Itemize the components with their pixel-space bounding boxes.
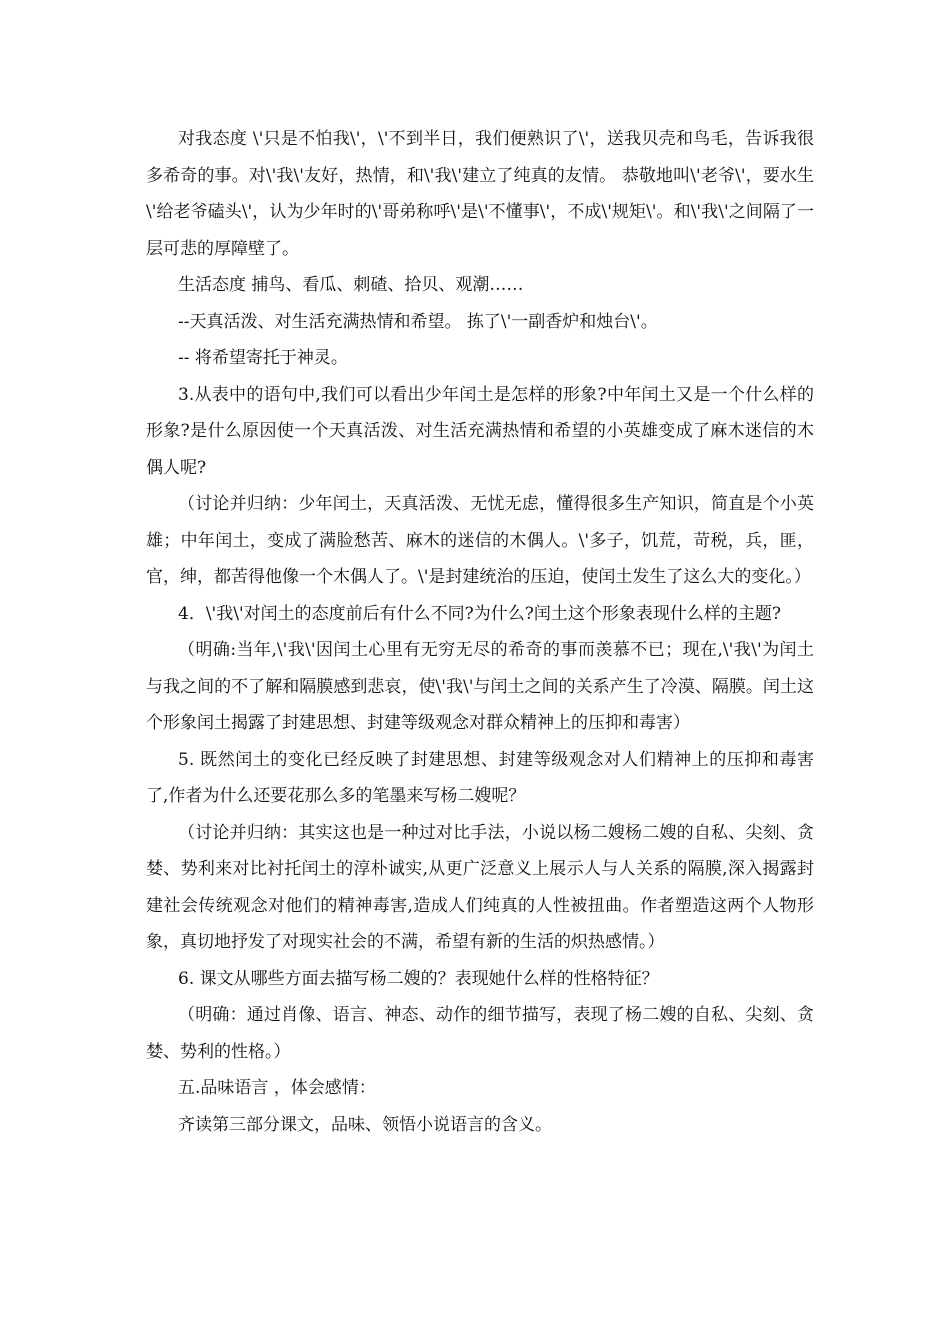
answer-3: （讨论并归纳：少年闰土，天真活泼、无忧无虑，懂得很多生产知识，简直是个小英雄；中年闰土，变成了满脸愁苦、麻木的迷信的木偶人。\'多子，饥荒，苛税，兵，匪，官，绅，都苦得他像一个木偶人了。\'是封建统治的压迫，使闰土发生了这么大的变化。） xyxy=(146,494,814,587)
question-6: 6. 课文从哪些方面去描写杨二嫂的？表现她什么样的性格特征？ xyxy=(178,968,659,989)
question-5: 5. 既然闰土的变化已经反映了封建思想、封建等级观念对人们精神上的压抑和毒害了,作者为什么还要花那么多的笔墨来写杨二嫂呢？ xyxy=(146,749,814,806)
answer-5: （讨论并归纳：其实这也是一种过对比手法，小说以杨二嫂杨二嫂的自私、尖刻、贪婪、势利来对比衬托闰土的淳朴诚实,从更广泛意义上展示人与人关系的隔膜,深入揭露封建社会传统观念对他们的精神毒害,造成人们纯真的人性被扭曲。作者塑造这两个人物形象，真切地抒发了对现实社会的不满，希望有新的生活的炽热感情。） xyxy=(146,822,814,952)
paragraph-hope-in-gods: -- 将希望寄托于神灵。 xyxy=(178,348,348,368)
paragraph-attitude-comparison: 对我态度 \'只是不怕我\'，\'不到半日，我们便熟识了\'，送我贝壳和鸟毛，告诉我很多希奇的事。对\'我\'友好，热情，和\'我\'建立了纯真的友情。 恭敬地叫\'老爷\'，要水生\'给老爷磕头\'，认为少年时的\'哥弟称呼\'是\'不懂事\'，不成\'规矩\'。和\'我\'之间隔了一层可悲的厚障壁了。 xyxy=(146,129,814,259)
paragraph-youth-summary: --天真活泼、对生活充满热情和希望。 拣了\'一副香炉和烛台\'。 xyxy=(178,311,658,332)
question-4: 4．\'我\'对闰土的态度前后有什么不同?为什么?闰土这个形象表现什么样的主题? xyxy=(178,603,781,624)
question-3: 3.从表中的语句中,我们可以看出少年闰土是怎样的形象?中年闰土又是一个什么样的形象?是什么原因使一个天真活泼、对生活充满热情和希望的小英雄变成了麻木迷信的木偶人呢? xyxy=(146,384,814,478)
section-heading-5: 五.品味语言 ，体会感情： xyxy=(178,1078,376,1098)
paragraph-life-attitude: 生活态度 捕鸟、看瓜、刺碴、拾贝、观潮…… xyxy=(178,275,524,295)
paragraph-reading-task: 齐读第三部分课文，品味、领悟小说语言的含义。 xyxy=(178,1114,552,1135)
answer-6: （明确：通过肖像、语言、神态、动作的细节描写，表现了杨二嫂的自私、尖刻、贪婪、势利的性格。） xyxy=(146,1005,814,1062)
document-body xyxy=(146,121,814,1143)
answer-4: （明确:当年,\'我\'因闰土心里有无穷无尽的希奇的事而羡慕不已；现在,\'我\'为闰土与我之间的不了解和隔膜感到悲哀，使\'我\'与闰土之间的关系产生了冷漠、隔膜。闰土这个形象闰土揭露了封建思想、封建等级观念对群众精神上的压抑和毒害） xyxy=(146,640,814,733)
